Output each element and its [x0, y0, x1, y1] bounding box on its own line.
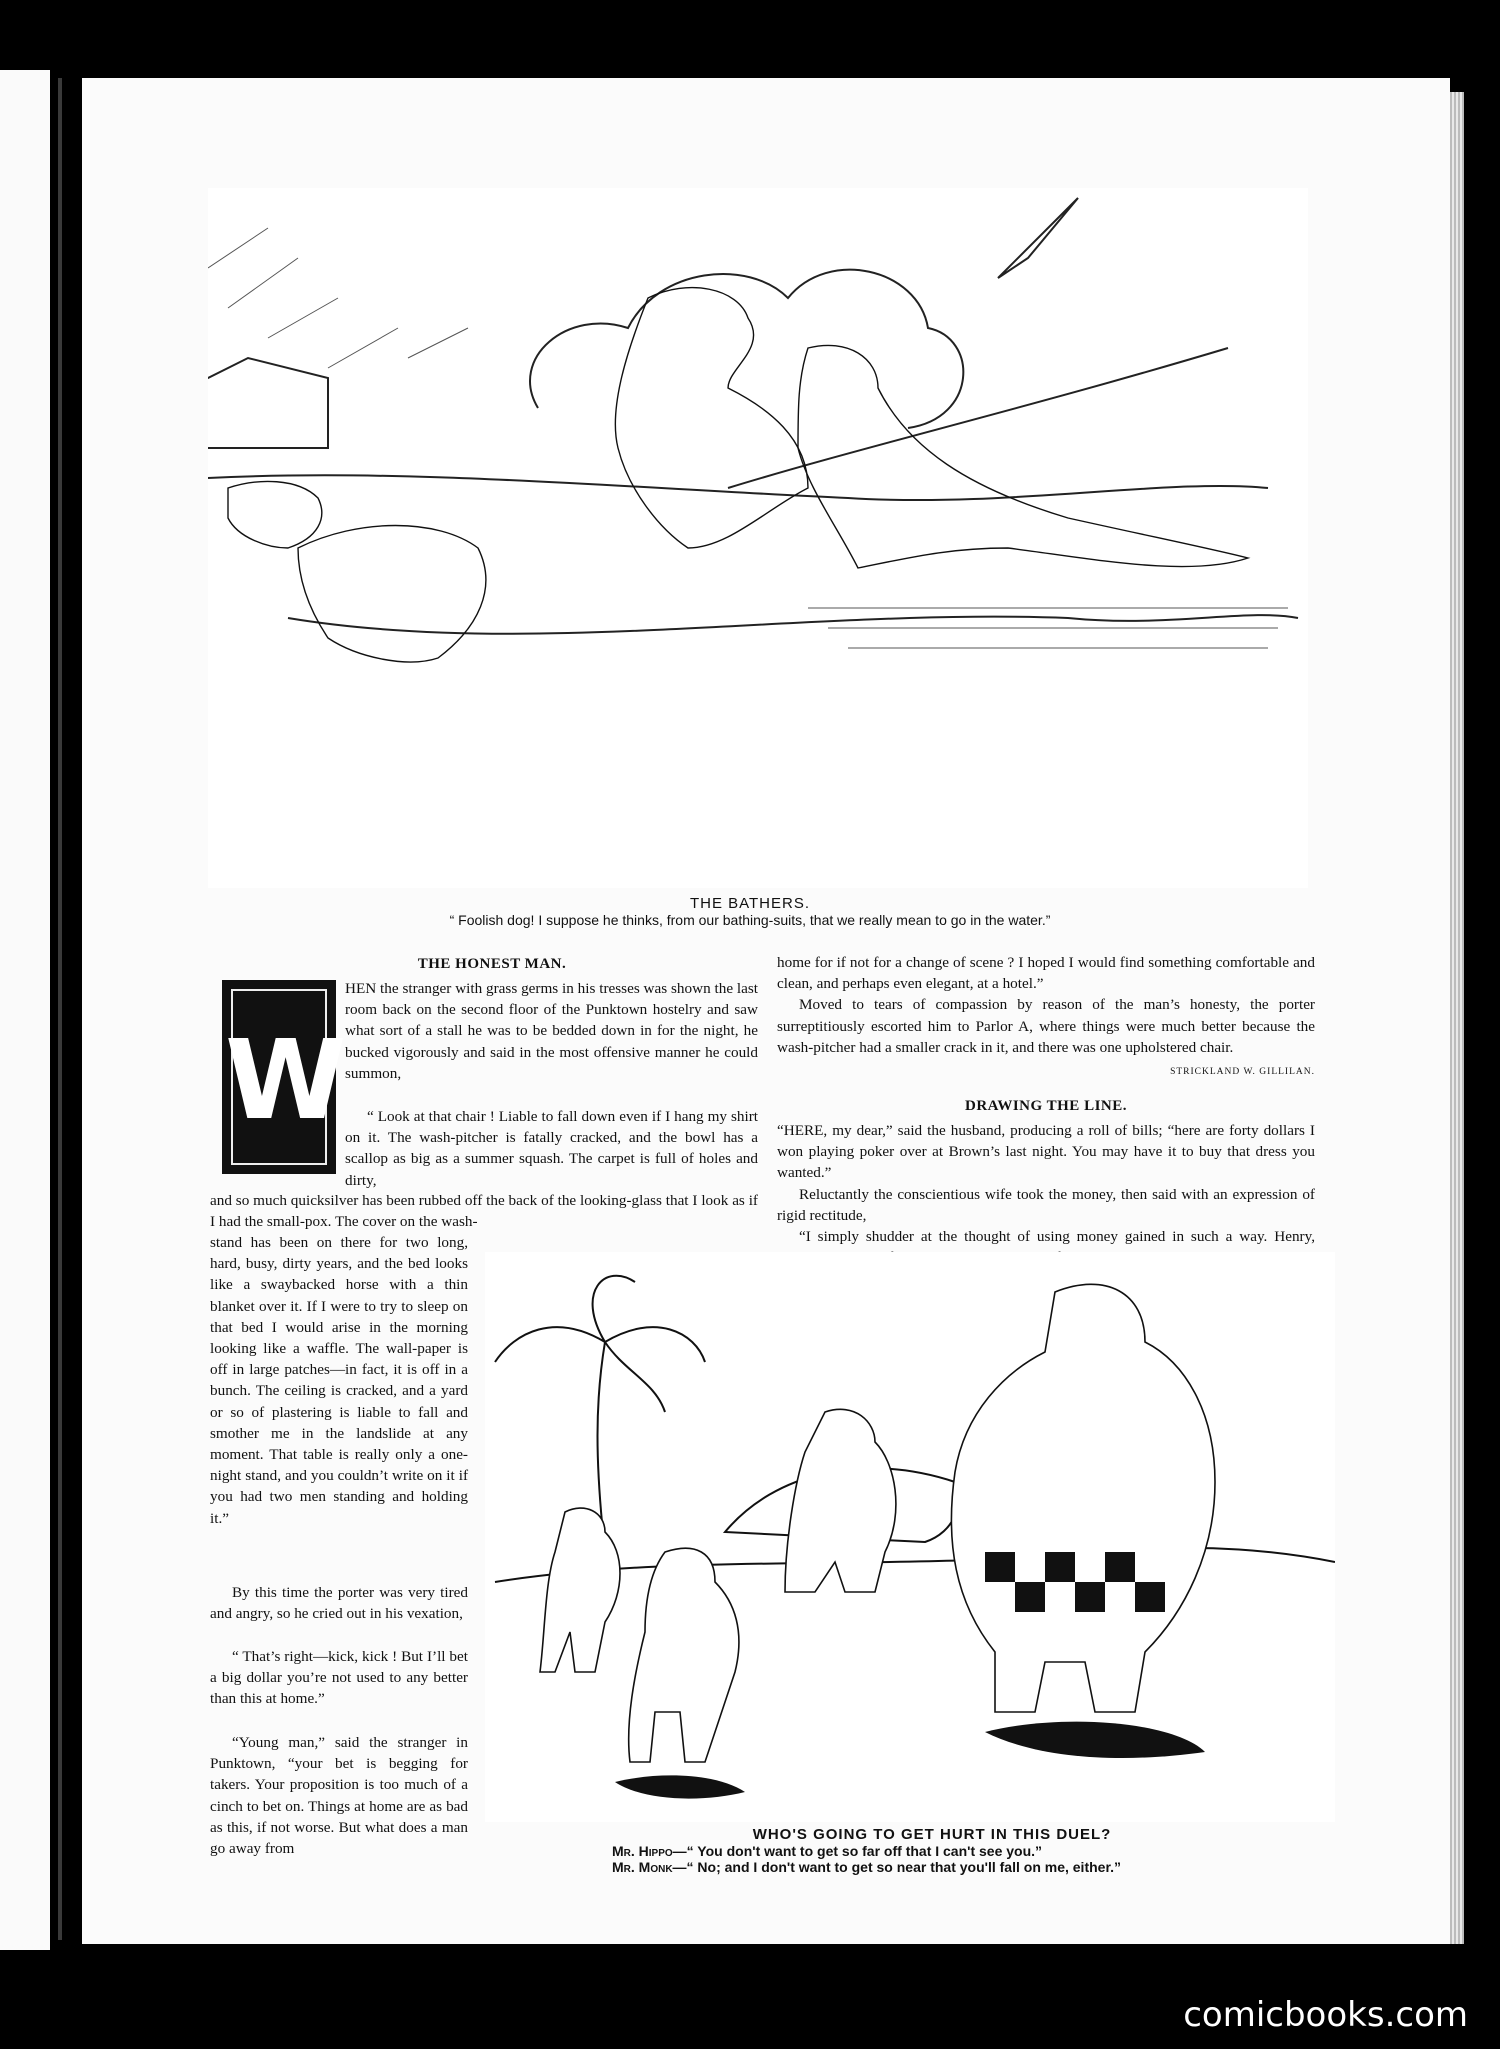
honest-man-p2-narrow: stand has been on there for two long, hard, busy, dirty years, and the bed looks like a swaybacked horse with a thin blanket over it. If I were to try to sleep on that bed I would arise in the morning looking like a waffle. The wall-paper is off in large patches—in fact, it is off in a bunch. The ceiling is cracked, and a yard or so of plastering is liable to fall and smother me in the landslide at any moment. That table is really only a one-night stand, and you couldn’t write on it if you had two men standing and holding it.” — [210, 1234, 468, 1527]
honest-man-p2-full: and so much quicksilver has been rubbed off the back of the looking-glass that I look as if I had the small-pox. The cover on the wash- — [210, 1192, 758, 1231]
watermark: comicbooks.com — [1183, 1995, 1468, 2035]
honest-man-p5: “Young man,” said the stranger in Punktown, “your bet is begging for takers. Your proposition is too much of a cinch to bet on. Things at home are as bad as this, if not worse. But what does a man go away from — [210, 1734, 468, 1858]
line2-text: —“ No; and I don't want to get so near that you'll fall on me, either.” — [672, 1859, 1122, 1875]
dropcap-w — [222, 980, 347, 1174]
tiger-figure — [785, 1409, 896, 1592]
byline-gillilan: STRICKLAND W. GILLILAN. — [1170, 1067, 1315, 1078]
honest-man-p3: By this time the porter was very tired and angry, so he cried out in his vexation, — [210, 1584, 468, 1623]
ground-line — [495, 1548, 1335, 1582]
drawing-line-p1: “HERE, my dear,” said the husband, producing a roll of bills; “here are forty dollars I won playing poker over at Brown’s last night. You may have it to buy that dress you wanted.” — [777, 1122, 1315, 1182]
bathers-drawing — [208, 188, 1308, 888]
honest-man-heading: THE HONEST MAN. — [417, 956, 567, 972]
bathers-caption-title: THE BATHERS. — [689, 895, 811, 912]
hippo-check-5 — [1075, 1582, 1105, 1612]
bathers-caption-quote: “ Foolish dog! I suppose he thinks, from our bathing-suits, that we really mean to go in the water.” — [449, 912, 1051, 928]
binding-gutter-line — [58, 78, 62, 1940]
monkey-figure-front — [629, 1548, 739, 1762]
monkey-figure-back — [540, 1508, 620, 1672]
hippo-figure — [951, 1284, 1215, 1712]
honest-man-p5-continued: home for if not for a change of scene ? I hoped I would find something comfortable and clean, and perhaps even elegant, at a hotel.” — [777, 954, 1315, 993]
duel-caption-title: WHO'S GOING TO GET HURT IN THIS DUEL? — [752, 1826, 1112, 1843]
bathers-illustration — [208, 188, 1308, 888]
hippo-shadow — [985, 1722, 1205, 1758]
page-stack-edge — [1450, 92, 1464, 1944]
honest-man-p4: “ That’s right—kick, kick ! But I’ll bet a big dollar you’re not used to any better than this at home.” — [210, 1648, 468, 1708]
previous-page-edge — [0, 70, 50, 1950]
hut-shape — [208, 358, 328, 448]
hippo-check-6 — [1135, 1582, 1165, 1612]
duel-illustration — [485, 1252, 1335, 1822]
drawing-line-p3: “I simply shudder at the thought of using money gained in such a way. Henry, — [799, 1228, 1315, 1246]
duel-caption-line2 — [612, 1859, 1252, 1875]
hippo-check-3 — [1105, 1552, 1135, 1582]
hippo-check-2 — [1045, 1552, 1075, 1582]
horizon-line — [208, 475, 1268, 500]
drawing-line-p2: Reluctantly the conscientious wife took the money, then said with an expression of rigid rectitude, — [777, 1185, 1315, 1224]
honest-man-right-column — [777, 952, 1315, 1083]
woman-standing-figure — [615, 288, 808, 548]
hippo-check-1 — [985, 1552, 1015, 1582]
line1-text: —“ You don't want to get so far off that I can't see you.” — [672, 1843, 1043, 1859]
woman-reclining-figure — [798, 345, 1248, 568]
honest-man-p1: HEN the stranger with grass germs in his tresses was shown the last room back on the second floor of the Punktown hostelry and saw what sort of a stall he was to be bedded down in for the night, he bucked vigorously and said in the most offensive manner he could summon, — [345, 980, 758, 1082]
dog-figure-small — [228, 481, 322, 548]
duel-caption-line1 — [612, 1843, 1252, 1859]
hippo-check-4 — [1015, 1582, 1045, 1612]
honest-man-p6: Moved to tears of compassion by reason of the man’s honesty, the porter surreptitiously escorted him to Parlor A, where things were much better because the wash-pitcher had a smaller crack in it, and there was one upholstered chair. — [777, 996, 1315, 1056]
duel-caption — [612, 1826, 1252, 1875]
bathers-caption — [250, 895, 1250, 928]
drawing-line-heading: DRAWING THE LINE. — [964, 1098, 1127, 1114]
dropcap-letter: W — [225, 1016, 347, 1144]
honest-man-p2-wrap: “ Look at that chair ! Liable to fall down even if I hang my shirt on it. The wash-pitcher is fatally cracked, and the bowl has a scallop as big as a summer squash. The carpet is full of holes and dirty, — [345, 1108, 758, 1189]
dog-figure-large — [298, 526, 486, 662]
beach-line — [288, 615, 1298, 634]
monkey-shadow — [615, 1775, 745, 1798]
bird-shape — [998, 198, 1078, 278]
cloud-shape — [530, 270, 963, 428]
duel-drawing — [485, 1252, 1335, 1822]
speaker-monk: Mr. Monk — [612, 1859, 673, 1875]
speaker-hippo: Mr. Hippo — [612, 1843, 673, 1859]
